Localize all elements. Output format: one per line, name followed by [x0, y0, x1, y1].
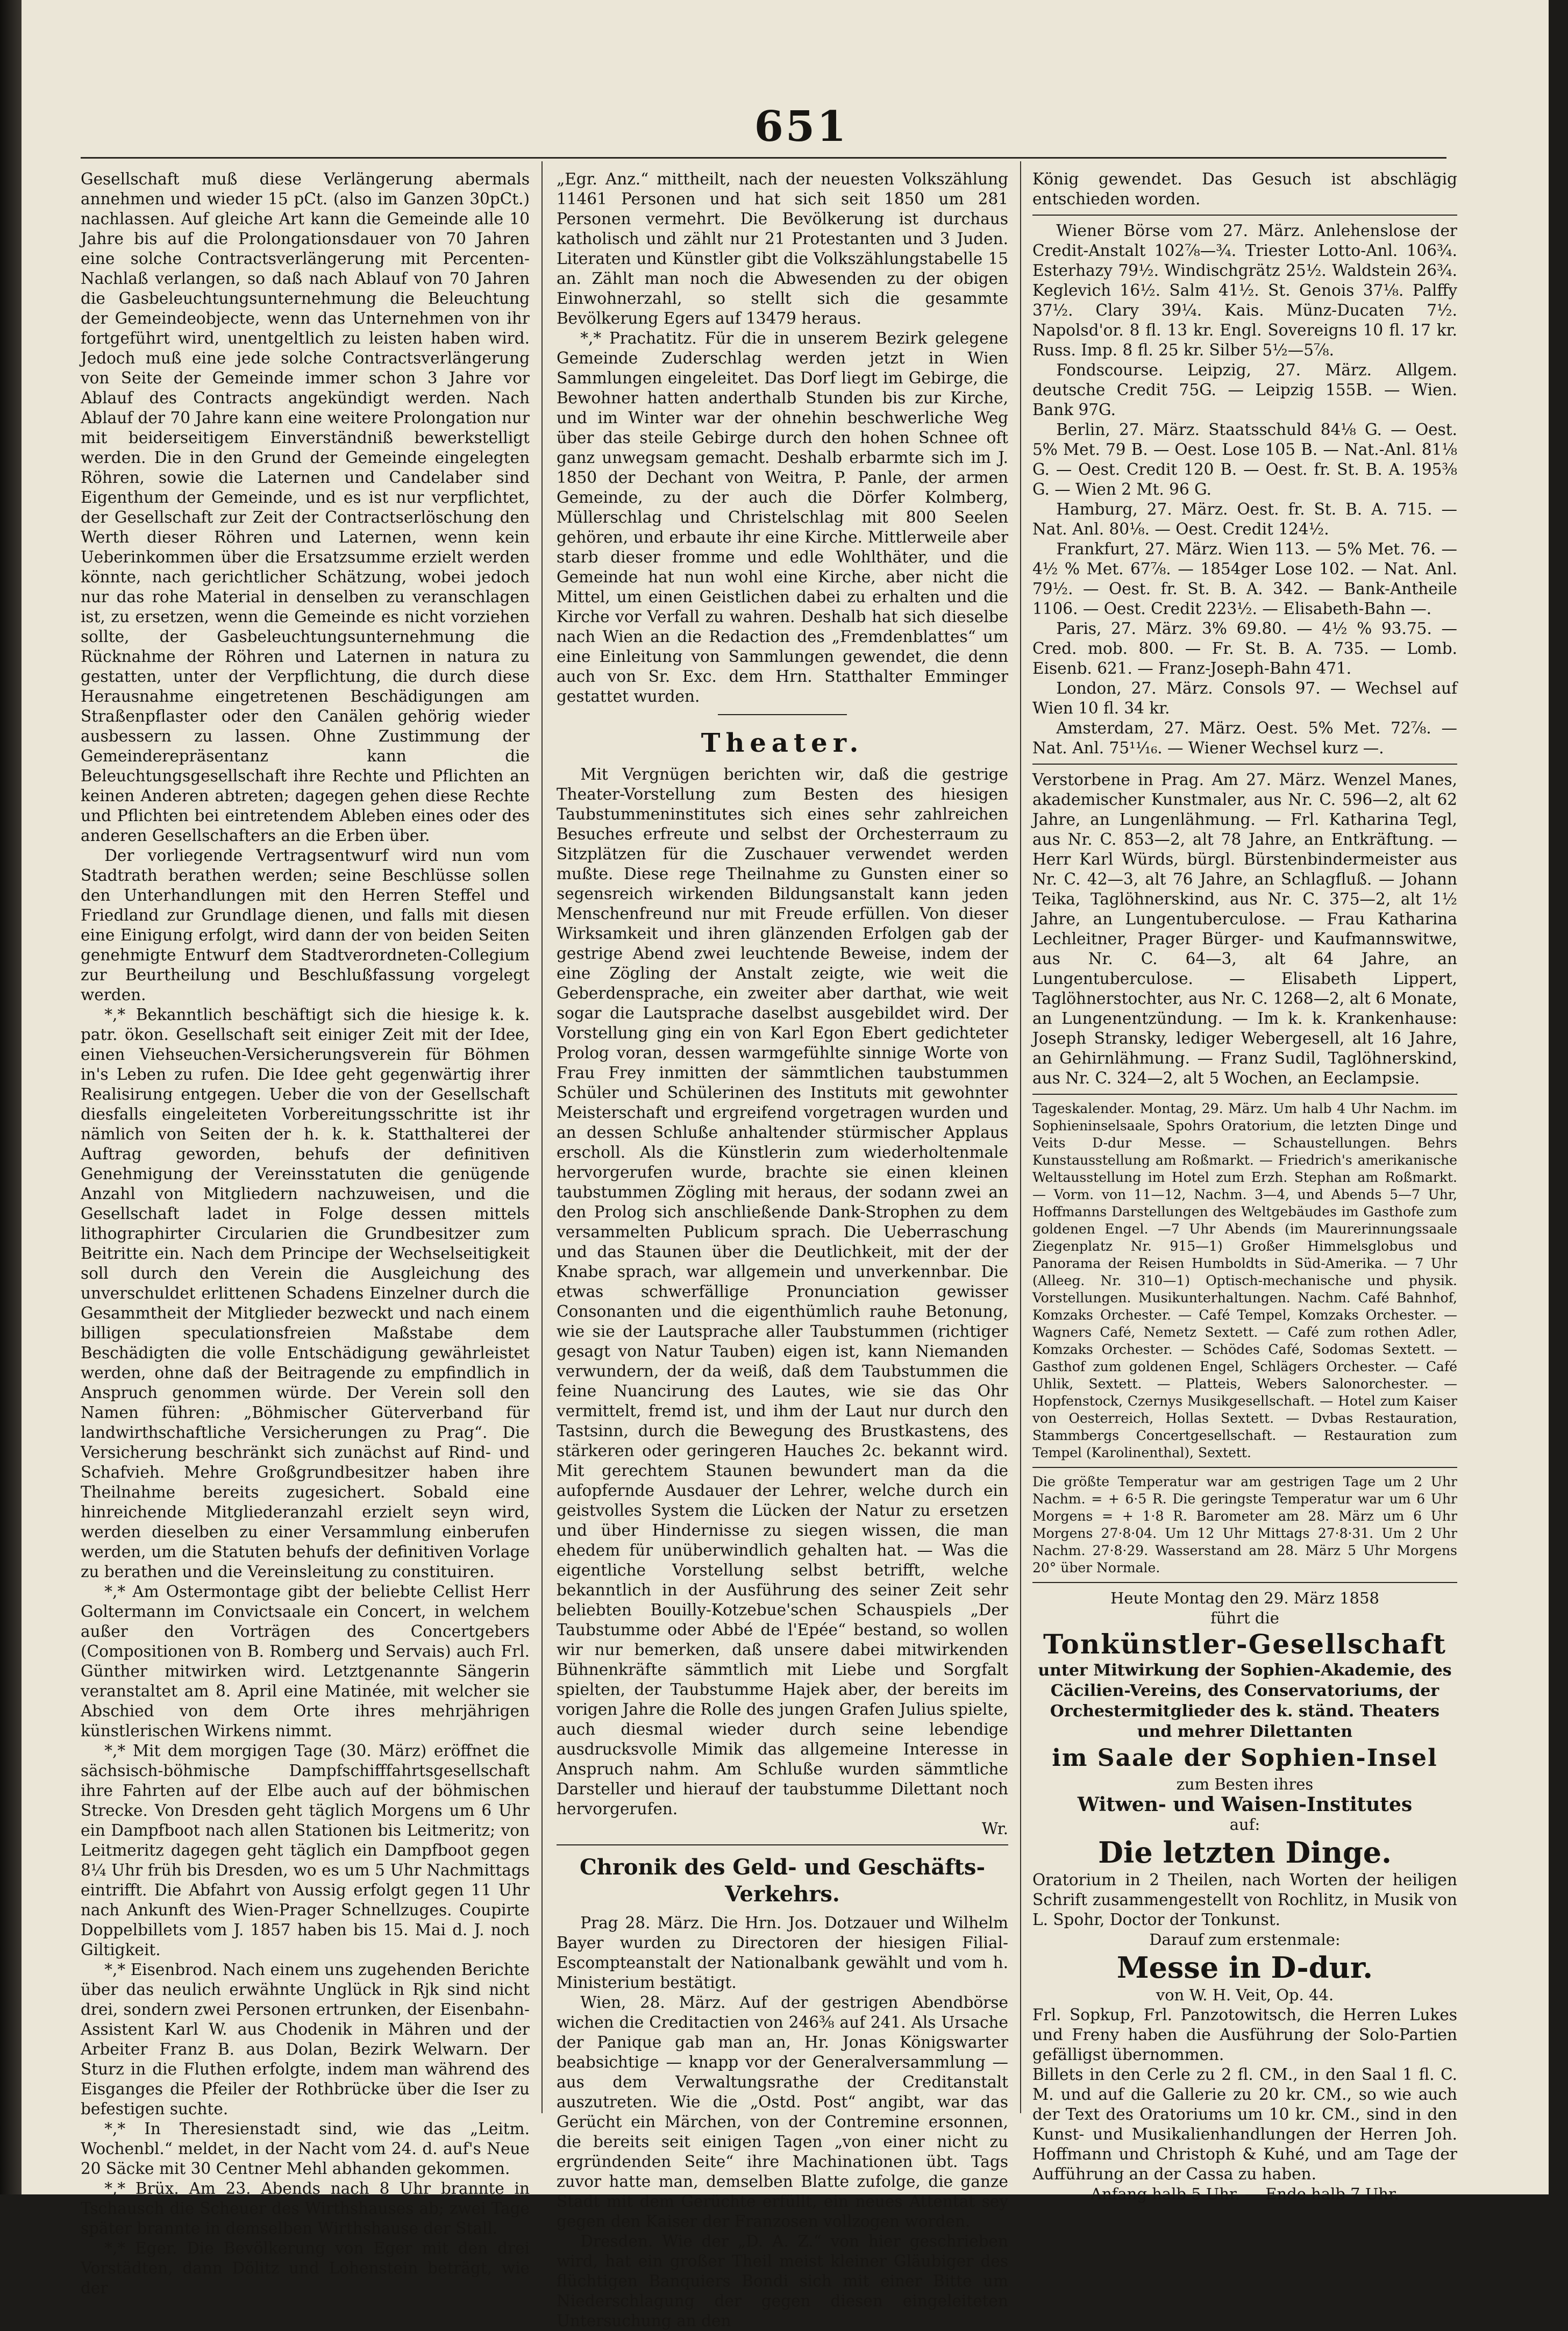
- article-paragraph: Gesellschaft muß diese Verlängerung abermals annehmen und wieder 15 pCt. (also im Ganzen 30pCt.) nachlassen. Auf gleiche Art kann die Gemeinde alle 10 Jahre bis auf die Prolongationsdauer von 70 Jahren eine solche Contractsverlängerung mit Percenten-Nachlaß verlangen, so daß nach Ablauf von 70 Jahren die Gasbeleuchtungsunternehmung die Beleuchtung der Gemeindeobjecte, wenn das Unternehmen von ihr fortgeführt wird, unentgeltlich zu leisten haben wird. Jedoch muß eine jede solche Contractsverlängerung von Seite der Gemeinde immer schon 3 Jahre vor Ablauf des Contracts angekündigt werden. Nach Ablauf der 70 Jahre kann eine weitere Prolongation nur mit beiderseitigem Einverständniß bewerkstelligt werden. Die in den Grund der Gemeinde eingelegten Röhren, sowie die Laternen und Candelaber sind Eigenthum der Gemeinde, und es ist nur verpflichtet, der Gesellschaft zur Zeit der Contractserlöschung den Werth dieser Röhren und Laternen, wenn kein Ueberinkommen über die Ersatzsumme erzielt werden könnte, nach gerichtlicher Schätzung, wobei jedoch nur das rohe Material in denselben zu veranschlagen ist, zu ersetzen, wenn die Gemeinde es nicht vorziehen sollte, der Gasbeleuchtungsunternehmung die Rücknahme der Röhren und Laternen in natura zu gestatten, unter der Verpflichtung, die durch diese Herausnahme eingetretenen Beschädigungen am Straßenpflaster oder den Canälen gehörig wieder ausbessern zu lassen. Ohne Zustimmung der Gemeinderepräsentanz kann die Beleuchtungsgesellschaft ihre Rechte und Pflichten an keinen Anderen abtreten; dagegen gehen diese Rechte und Pflichten bei eintretendem Ableben eines oder des anderen Gesellschafters an die Erben über.: [81, 170, 530, 845]
- ad-venue: im Saale der Sophien-Insel: [1052, 1744, 1438, 1772]
- section-rule: [1032, 215, 1457, 216]
- ad-date: Heute Montag den 29. März 1858: [1110, 1589, 1379, 1607]
- article-paragraph: „Egr. Anz.“ mittheilt, nach der neuesten Volkszählung 11461 Personen und hat sich seit 1850 um 281 Personen vermehrt. Die Bevölkerung ist durchaus katholisch und zählt nur 21 Protestanten und 3 Juden. Literaten und Künstler gibt die Volkszählungstabelle 15 an. Zählt man noch die Abwesenden zu der obigen Einwohnerzahl, so stellt sich die gesammte Bevölkerung Egers auf 13479 heraus.: [557, 170, 1008, 327]
- section-rule: [1032, 1467, 1457, 1468]
- column-3: [1032, 169, 1457, 2203]
- boerse-paragraph: Wiener Börse vom 27. März. Anlehenslose der Credit-Anstalt 102⅞—¾. Triester Lotto-Anl. 106¾. Esterhazy 79½. Windischgrätz 25½. Waldstein 26¾. Keglevich 16½. Salm 41½. St. Genois 37⅛. Palffy 37½. Clary 39¼. Kais. Münz-Ducaten 7½. Napolsd'or. 8 fl. 13 kr. Engl. Sovereigns 10 fl. 17 kr. Russ. Imp. 8 fl. 25 kr. Silber 5½—5⅞.: [1032, 222, 1457, 359]
- boerse-paragraph: Berlin, 27. März. Staatsschuld 84⅛ G. — Oest. 5% Met. 79 B. — Oest. Lose 105 B. — Nat.-Anl. 81⅛ G. — Oest. Credit 120 B. — Oest. fr. St. B. A. 195⅜ G. — Wien 2 Mt. 96 G.: [1032, 420, 1457, 498]
- article-paragraph: *,* In Theresienstadt sind, wie das „Leitm. Wochenbl.“ meldet, in der Nacht vom 24. d. auf's Neue 20 Säcke mit 30 Centner Mehl abhanden gekommen.: [81, 2120, 530, 2178]
- chronik-paragraph: Dresden. Wie der „D. A. Z.“ von hier geschrieben wird, hat ein großer Theil meist kleiner Gläubiger des flüchtigen Banquiers Bondi sich mit einer Bitte um Niederschlagung der gegen diesen eingeleiteten Untersuchung an den: [557, 2232, 1008, 2330]
- header-rule: [81, 157, 1446, 159]
- chronik-paragraph: Wien, 28. März. Auf der gestrigen Abendbörse wichen die Creditactien von 246⅜ auf 241. Als Ursache der Panique gab man an, Hr. Jonas Königswarter beabsichtige — knapp vor der Generalversammlung — aus dem Verwaltungsrathe der Creditanstalt auszutreten. Wie die „Ostd. Post“ angibt, war das Gerücht ein Märchen, von der Contremine ersonnen, die bereits seit einigen Tagen „von einer nicht zu ergründenden Seite“ ihre Machinationen übt. Tags zuvor hatte man, demselben Blatte zufolge, die ganze Stadt mit dem Gerüchte erfüllt, ein neues Attentat sey gegen den Kaiser der Franzosen vollzogen worden.: [557, 1993, 1008, 2230]
- article-paragraph: *,* Eisenbrod. Nach einem uns zugehenden Berichte über das neulich erwähnte Unglück in Rjk sind nicht drei, sondern zwei Personen ertrunken, der Eisenbahn-Assistent Karl W. aus Chodenik in Mähren und der Arbeiter Franz B. aus Dolan, Bezirk Welwarn. Der Sturz in die Fluthen erfolgte, indem man während des Eisganges die Pfeiler der Rothbrücke über die Iser zu befestigen suchte.: [81, 1961, 530, 2118]
- article-paragraph: *,* Mit dem morgigen Tage (30. März) eröffnet die sächsisch-böhmische Dampfschifffahrtsgesellschaft ihre Fahrten auf der Elbe auch auf der böhmischen Strecke. Von Dresden geht täglich Morgens um 6 Uhr ein Dampfboot nach allen Stationen bis Leitmeritz; von Leitmeritz dagegen geht täglich ein Dampfboot gegen 8¼ Uhr früh bis Dresden, wo es um 5 Uhr Nachmittags eintrifft. Die Abfahrt von Aussig erfolgt gegen 11 Uhr nach Ankunft des Wien-Prager Schnellzuges. Coupirte Doppelbillets vom J. 1857 haben bis 15. Mai d. J. noch Giltigkeit.: [81, 1742, 530, 1959]
- ad-work-description: Oratorium in 2 Theilen, nach Worten der heiligen Schrift zusammengestellt von Rochlitz, in Musik von L. Spohr, Doctor der Tonkunst.: [1032, 1871, 1457, 1929]
- boerse-paragraph: Amsterdam, 27. März. Oest. 5% Met. 72⅞. — Nat. Anl. 75¹¹⁄₁₆. — Wiener Wechsel kurz —.: [1032, 719, 1457, 757]
- column-divider-1: [541, 161, 543, 2113]
- article-paragraph: *,* Prachatitz. Für die in unserem Bezirk gelegene Gemeinde Zuderschlag werden jetzt in Wien Sammlungen eingeleitet. Das Dorf liegt im Gebirge, die Bewohner hatten anderthalb Stunden bis zur Kirche, und im Winter war der ohnehin beschwerliche Weg über das steile Gebirge durch den hohen Schnee oft ganz unwegsam gemacht. Deshalb erbarmte sich im J. 1850 der Dechant von Weitra, P. Panle, der armen Gemeinde, zu der auch die Dörfer Kolmberg, Müllerschlag und Christelschlag mit 800 Seelen gehören, und erbaute ihr eine Kirche. Mittlerweile aber starb dieser fromme und edle Wohlthäter, und die Gemeinde hat nun wohl eine Kirche, aber nicht die Mittel, um einen Geistlichen dabei zu erhalten und die Kirche vor Verfall zu wahren. Deshalb hat sich dieselbe nach Wien an die Redaction des „Fremdenblattes“ um eine Einleitung von Sammlungen gewendet, die denn auch von Sr. Exc. dem Hrn. Statthalter Emminger gestattet wurden.: [557, 329, 1008, 705]
- page-number: 651: [754, 102, 849, 151]
- section-rule: [1032, 764, 1457, 765]
- book-spine: [0, 0, 22, 2194]
- boerse-paragraph: Hamburg, 27. März. Oest. fr. St. B. A. 715. — Nat. Anl. 80⅛. — Oest. Credit 124½.: [1032, 500, 1457, 538]
- chronik-heading: Chronik des Geld- und Geschäfts-Verkehrs.: [579, 1855, 986, 1907]
- concert-advertisement: [1032, 1588, 1457, 2204]
- ad-work-title: Messe in D-dur.: [1116, 1950, 1373, 1985]
- theater-signature: Wr.: [981, 1820, 1008, 1838]
- ad-time: Anfang halb 5 Uhr. — Ende halb 7 Uhr.: [1091, 2185, 1399, 2203]
- article-paragraph: *,* Eger. Die Bevölkerung von Eger mit den drei Vorstädten, dann Dölitz und Lohenstein beträgt, wie der: [81, 2239, 530, 2297]
- boerse-paragraph: London, 27. März. Consols 97. — Wechsel auf Wien 10 fl. 34 kr.: [1032, 679, 1457, 717]
- day-calendar: Tageskalender. Montag, 29. März. Um halb 4 Uhr Nachm. im Sophieninselsaale, Spohrs Oratorium, die letzten Dinge und Veits D-dur Messe. — Schaustellungen. Behrs Kunstausstellung am Roßmarkt. — Friedrich's amerikanische Weltausstellung im Hotel zum Erzh. Stephan am Roßmarkt. — Vorm. von 11—12, Nachm. 3—4, und Abends 5—7 Uhr, Hoffmanns Darstellungen des Weltgebäudes im Gasthofe zum goldenen Engel. —7 Uhr Abends (im Maurerinnungssaale Ziegenplatz Nr. 915—1) Großer Himmelsglobus und Panorama der Reisen Humboldts in Süd-Amerika. — 7 Uhr (Alleeg. Nr. 310—1) Optisch-mechanische und physik. Vorstellungen. Musikunterhaltungen. Nachm. Café Bahnhof, Komzaks Orchester. — Café Tempel, Komzaks Orchester. — Wagners Café, Nemetz Sextett. — Café zum rothen Adler, Komzaks Orchester. — Schödes Café, Sodomas Sextett. — Gasthof zum goldenen Engel, Schlägers Orchester. — Café Uhlik, Sextett. — Platteis, Webers Salonorchester. — Hopfenstock, Czernys Musikgesellschaft. — Hotel zum Kaiser von Oesterreich, Hollas Sextett. — Dvbas Restauration, Stammbergs Concertgesellschaft. — Restauration zum Tempel (Karolinenthal), Sextett.: [1032, 1101, 1457, 1460]
- section-rule: [1032, 1582, 1457, 1583]
- ad-work-title: Die letzten Dinge.: [1098, 1835, 1392, 1870]
- weather-report: Die größte Temperatur war am gestrigen Tage um 2 Uhr Nachm. = + 6·5 R. Die geringste Temperatur war um 6 Uhr Morgens = + 1·8 R. Barometer am 28. März um 6 Uhr Morgens 27·8·04. Um 12 Uhr Mittags 27·8·31. Um 2 Uhr Nachm. 27·8·29. Wasserstand am 28. März 5 Uhr Morgens 20° über Normale.: [1032, 1474, 1457, 1576]
- article-paragraph: König gewendet. Das Gesuch ist abschlägig entschieden worden.: [1032, 170, 1457, 208]
- column-2: [557, 169, 1008, 2330]
- article-paragraph: Der vorliegende Vertragsentwurf wird nun vom Stadtrath berathen werden; seine Beschlüsse sollen den Unterhandlungen mit den Herren Steffel und Friedland zur Grundlage dienen, und falls mit diesen eine Einigung erfolgt, wird dann der von beiden Seiten genehmigte Entwurf dem Stadtverordneten-Collegium zur Beurtheilung und Beschlußfassung vorgelegt werden.: [81, 846, 530, 1004]
- column-divider-2: [1020, 161, 1021, 2113]
- section-rule: [557, 1844, 1008, 1845]
- boerse-paragraph: Fondscourse. Leipzig, 27. März. Allgem. deutsche Credit 75G. — Leipzig 155B. — Wien. Bank 97G.: [1032, 361, 1457, 419]
- column-1: [81, 169, 530, 2297]
- ad-line: führt die: [1210, 1609, 1279, 1627]
- ad-line: Darauf zum erstenmale:: [1149, 1930, 1341, 1949]
- ad-line: auf:: [1229, 1815, 1260, 1834]
- theater-heading: Theater.: [701, 728, 864, 758]
- boerse-paragraph: Frankfurt, 27. März. Wien 113. — 5% Met. 76. — 4½ % Met. 67⅞. — 1854ger Lose 102. — Nat. Anl. 79½. — Oest. fr. St. B. A. 342. — Bank-Antheile 1106. — Oest. Credit 223½. — Elisabeth-Bahn —.: [1032, 540, 1457, 618]
- section-rule: [1032, 1094, 1457, 1095]
- ad-institute: Witwen- und Waisen-Institutes: [1077, 1793, 1413, 1816]
- ad-organizer: Tonkünstler-Gesellschaft: [1043, 1628, 1447, 1660]
- boerse-paragraph: Paris, 27. März. 3% 69.80. — 4½ % 93.75. — Cred. mob. 800. — Fr. St. B. A. 735. — Lomb. Eisenb. 621. — Franz-Joseph-Bahn 471.: [1032, 619, 1457, 678]
- article-paragraph: *,* Am Ostermontage gibt der beliebte Cellist Herr Goltermann im Convictsaale ein Concert, in welchem außer den Vorträgen des Concertgebers (Compositionen von B. Romberg und Servais) auch Frl. Günther mitwirken wird. Letztgenannte Sängerin veranstaltet am 8. April eine Matinée, mit welcher sie Abschied von dem Orte ihres mehrjährigen künstlerischen Wirkens nimmt.: [81, 1582, 530, 1740]
- ad-participants: unter Mitwirkung der Sophien-Akademie, des Cäcilien-Vereins, des Conservatoriums, der Orchestermitglieder des k. ständ. Theaters und mehrer Dilettanten: [1038, 1661, 1452, 1741]
- ad-soloists: Frl. Sopkup, Frl. Panzotowitsch, die Herren Lukes und Freny haben die Ausführung der Solo-Partien gefälligst übernommen.: [1032, 2006, 1457, 2064]
- chronik-paragraph: Prag 28. März. Die Hrn. Jos. Dotzauer und Wilhelm Bayer wurden zu Directoren der hiesigen Filial-Escompteanstalt der Nationalbank gewählt und vom h. Ministerium bestätigt.: [557, 1914, 1008, 1992]
- ad-line: zum Besten ihres: [1176, 1775, 1314, 1793]
- ad-work-description: von W. H. Veit, Op. 44.: [1156, 1986, 1334, 2004]
- section-rule: [718, 714, 847, 715]
- article-paragraph: *,* Brüx. Am 23. Abends nach 8 Uhr brannte in Tschausch die Scheuer des Wirthshauses ab; zwei Tage später brannte in demselben Wirthshause der Stall.: [81, 2179, 530, 2237]
- death-notices: Verstorbene in Prag. Am 27. März. Wenzel Manes, akademischer Kunstmaler, aus Nr. C. 596—2, alt 62 Jahre, an Lungenlähmung. — Frl. Katharina Tegl, aus Nr. C. 853—2, alt 78 Jahre, an Entkräftung. — Herr Karl Würds, bürgl. Bürstenbindermeister aus Nr. C. 42—3, alt 76 Jahre, an Schlagfluß. — Johann Teika, Taglöhnerskind, aus Nr. C. 375—2, alt 1½ Jahre, an Lungentuberculose. — Frau Katharina Lechleitner, Prager Bürger- und Kaufmannswitwe, aus Nr. C. 64—3, alt 64 Jahre, an Lungentuberculose. — Elisabeth Lippert, Taglöhnerstochter, aus Nr. C. 1268—2, alt 6 Monate, an Lungenentzündung. — Im k. k. Krankenhause: Joseph Stransky, lediger Webergesell, alt 16 Jahre, an Gehirnlähmung. — Franz Sudil, Taglöhnerskind, aus Nr. C. 324—2, alt 5 Wochen, an Eeclampsie.: [1032, 771, 1457, 1087]
- theater-review: Mit Vergnügen berichten wir, daß die gestrige Theater-Vorstellung zum Besten des hiesigen Taubstummeninstitutes sich eines sehr zahlreichen Besuches erfreute und selbst der Orchesterraum zu Sitzplätzen für die Zuschauer verwendet werden mußte. Diese rege Theilnahme zu Gunsten einer so segensreich wirkenden Bildungsanstalt kann jeden Menschenfreund nur mit Freude erfüllen. Von dieser Wirksamkeit und ihren glänzenden Erfolgen gab der gestrige Abend zwei leuchtende Beweise, indem der eine Zögling der Anstalt zeigte, wie weit die Geberdensprache, ein zweiter aber darthat, wie weit sogar die Lautsprache daselbst ausgebildet wird. Der Vorstellung ging ein von Karl Egon Ebert gedichteter Prolog voran, dessen warmgefühlte sinnige Worte von Frau Frey inmitten der sämmtlichen taubstummen Schüler und Schülerinen des Instituts mit gewohnter Meisterschaft und ergreifend vorgetragen wurden und an dessen Schluße anhaltender stürmischer Applaus erscholl. Als die Künstlerin zum wiederholtenmale hervorgerufen wurde, brachte sie einen kleinen taubstummen Zögling mit heraus, der sodann zwei an den Prolog sich anschließende Dank-Strophen zu dem versammelten Publicum sprach. Die Ueberraschung und das Staunen über die Deutlichkeit, mit der der Knabe sprach, war allgemein und unverkennbar. Die etwas schwerfällige Pronunciation gewisser Consonanten und die eigenthümlich rauhe Betonung, wie sie der Lautsprache aller Taubstummen (richtiger gesagt von Natur Tauben) eigen ist, kann Niemanden verwundern, der da weiß, daß dem Taubstummen die feine Nuancirung des Lautes, wie sie das Ohr vermittelt, fremd ist, und ihm der Laut nur durch den Tastsinn, durch die Bewegung des Brustkastens, des stärkeren oder geringeren Hauches 2c. bekannt wird. Mit gerechtem Staunen bewundert man da die aufopfernde Ausdauer der Lehrer, welche durch ein geistvolles System die Lücken der Natur zu ersetzen und über Hindernisse zu siegen wissen, die man ehedem für unüberwindlich gehalten hat. — Was die eigentliche Vorstellung selbst betrifft, welche bekanntlich in der Ausführung des seiner Zeit sehr beliebten Bouilly-Kotzebue'schen Schauspiels „Der Taubstumme oder Abbé de l'Epée“ bestand, so wollen wir nur bemerken, daß unsere dabei mitwirkenden Bühnenkräfte sämmtlich mit Liebe und Sorgfalt spielten, der Taubstumme Hajek aber, der bereits im vorigen Jahre die Rolle des jungen Grafen Julius spielte, auch diesmal wieder durch seine lebendige ausdrucksvolle Mimik das allgemeine Interesse in Anspruch nahm. Am Schluße wurden sämmtliche Darsteller und hierauf der taubstumme Dilettant noch hervorgerufen.: [557, 765, 1008, 1818]
- ad-tickets: Billets in den Cerle zu 2 fl. CM., in den Saal 1 fl. C. M. und auf die Gallerie zu 20 kr. CM., so wie auch der Text des Oratoriums um 10 kr. CM., sind in den Kunst- und Musikalienhandlungen der Herren Joh. Hoffmann und Christoph & Kuhé, und am Tage der Aufführung an der Cassa zu haben.: [1032, 2065, 1457, 2183]
- article-paragraph: *,* Bekanntlich beschäftigt sich die hiesige k. k. patr. ökon. Gesellschaft seit einiger Zeit mit der Idee, einen Viehseuchen-Versicherungsverein für Böhmen in's Leben zu rufen. Die Idee geht gegenwärtig ihrer Realisirung entgegen. Ueber die von der Gesellschaft diesfalls eingeleiteten Vorbereitungsschritte ist ihr nämlich von Seiten der h. k. k. Statthalterei der Auftrag geworden, behufs der definitiven Genehmigung der Vereinsstatuten die genügende Anzahl von Mitgliedern nachzuweisen, und die Gesellschaft ladet in Folge dessen mittels lithographirter Circularien die Grundbesitzer zum Beitritte ein. Nach dem Principe der Wechselseitigkeit soll durch den Verein die Ausgleichung des unverschuldet erlittenen Schadens Einzelner durch die Gesammtheit der Mitglieder bezweckt und nach einem billigen speculationsfreien Maßstabe dem Beschädigten die volle Entschädigung gewährleistet werden, ohne daß der Beitragende zu empfindlich in Anspruch genommen würde. Der Verein soll den Namen führen: „Böhmischer Güterverband für landwirthschaftliche Versicherungen zu Prag“. Die Versicherung beschränkt sich zunächst auf Rind- und Schafvieh. Mehre Großgrundbesitzer haben ihre Theilnahme bereits zugesichert. Sobald eine hinreichende Mitgliederanzahl erzielt seyn wird, werden dieselben zu einer Versammlung einberufen werden, um die Statuten behufs der definitiven Vorlage zu berathen und die Vereinsleitung zu constituiren.: [81, 1006, 530, 1581]
